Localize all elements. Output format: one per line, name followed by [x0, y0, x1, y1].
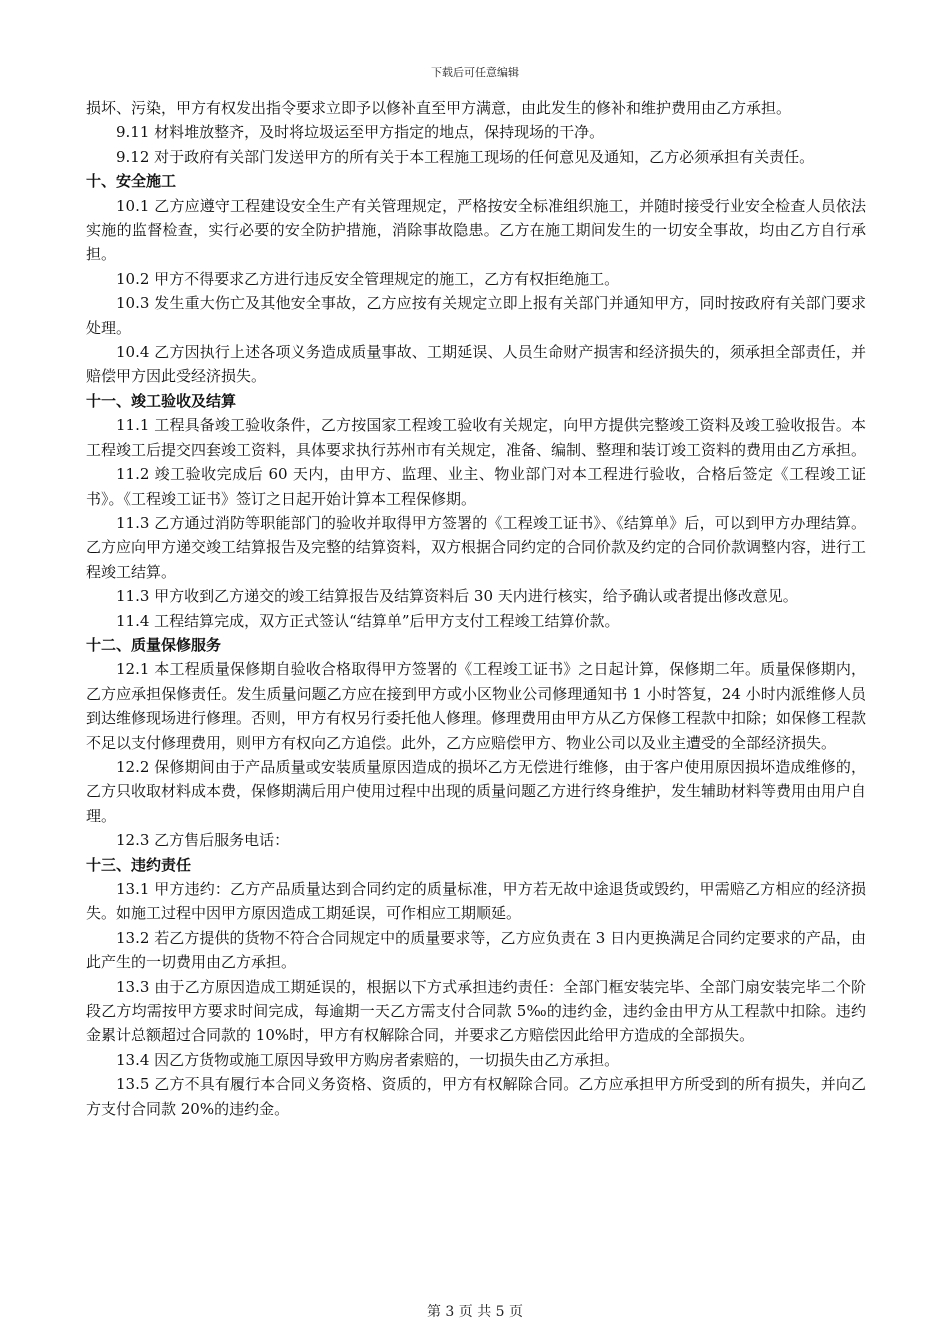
- section-heading-12: 十二、质量保修服务: [86, 635, 222, 654]
- paragraph-continuation: 损坏、污染，甲方有权发出指令要求立即予以修补直至甲方满意，由此发生的修补和维护费用由乙方承担。: [86, 99, 792, 117]
- clause-9-11: 9.11 材料堆放整齐，及时将垃圾运至甲方指定的地点，保持现场的干净。: [116, 123, 605, 142]
- section-heading-10: 十、安全施工: [86, 172, 177, 191]
- clause-10-1: 10.1 乙方应遵守工程建设安全生产有关管理规定，严格按安全标准组织施工，并随时接受行业安全检查人员依法实施的监督检查，实行必要的安全防护措施，消除事故隐患。乙方在施工期间发生的一切安全事故，均由乙方自行承担。: [86, 196, 866, 264]
- clause-11-3b: 11.3 甲方收到乙方递交的竣工结算报告及结算资料后 30 天内进行核实，给予确认或者提出修改意见。: [116, 587, 798, 606]
- clause-13-2: 13.2 若乙方提供的货物不符合合同规定中的质量要求等，乙方应负责在 3 日内更换满足合同约定要求的产品，由此产生的一切费用由乙方承担。: [86, 928, 866, 972]
- clause-11-3a: 11.3 乙方通过消防等职能部门的验收并取得甲方签署的《工程竣工证书》、《结算单》后，可以到甲方办理结算。乙方应向甲方递交竣工结算报告及完整的结算资料，双方根据合同约定的合同价款及约定的合同价款调整内容，进行工程竣工结算。: [86, 513, 867, 581]
- clause-11-2: 11.2 竣工验收完成后 60 天内，由甲方、监理、业主、物业部门对本工程进行验收，合格后签定《工程竣工证书》。《工程竣工证书》签订之日起开始计算本工程保修期。: [86, 465, 866, 508]
- clause-10-3: 10.3 发生重大伤亡及其他安全事故，乙方应按有关规定立即上报有关部门并通知甲方，同时按政府有关部门要求处理。: [86, 294, 866, 337]
- clause-12-1: 12.1 本工程质量保修期自验收合格取得甲方签署的《工程竣工证书》之日起计算，保修期二年。质量保修期内，乙方应承担保修责任。发生质量问题乙方应在接到甲方或小区物业公司修理通知书 1 小时答复，24 小时内派维修人员到达维修现场进行修理。否则，甲方有权另行委托他人修理。修理费用由甲方从乙方保修工程款中扣除；如保修工程款不足以支付修理费用，则甲方有权向乙方追偿。此外，乙方应赔偿甲方、物业公司以及业主遭受的全部经济损失。: [86, 660, 867, 752]
- clause-9-12: 9.12 对于政府有关部门发送甲方的所有关于本工程施工现场的任何意见及通知，乙方必须承担有关责任。: [116, 147, 815, 166]
- clause-13-3: 13.3 由于乙方原因造成工期延误的，根据以下方式承担违约责任：全部门框安装完毕、全部门扇安装完毕二个阶段乙方均需按甲方要求时间完成，每逾期一天乙方需支付合同款 5‰的违约金，违约金由甲方从工程款中扣除。违约金累计总额超过合同款的 10%时，甲方有权解除合同，并要求乙方赔偿因此给甲方造成的全部损失。: [86, 977, 866, 1045]
- clause-12-3: 12.3 乙方售后服务电话：: [116, 831, 290, 850]
- clause-10-4: 10.4 乙方因执行上述各项义务造成质量事故、工期延误、人员生命财产损害和经济损失的，须承担全部责任，并赔偿甲方因此受经济损失。: [86, 343, 866, 386]
- section-heading-13: 十三、违约责任: [86, 855, 192, 874]
- clause-10-2: 10.2 甲方不得要求乙方进行违反安全管理规定的施工，乙方有权拒绝施工。: [116, 269, 620, 288]
- page-header: 下载后可任意编辑: [431, 66, 519, 79]
- clause-11-1: 11.1 工程具备竣工验收条件，乙方按国家工程竣工验收有关规定，向甲方提供完整竣工资料及竣工验收报告。本工程竣工后提交四套竣工资料，具体要求执行苏州市有关规定，准备、编制、整理和装订竣工资料的费用由乙方承担。: [86, 416, 867, 459]
- clause-11-4: 11.4 工程结算完成，双方正式签认“结算单”后甲方支付工程竣工结算价款。: [116, 611, 620, 630]
- clause-13-4: 13.4 因乙方货物或施工原因导致甲方购房者索赔的，一切损失由乙方承担。: [116, 1050, 620, 1069]
- page-footer: 第 3 页 共 5 页: [426, 1304, 524, 1320]
- document-body: [86, 96, 866, 1121]
- section-heading-11: 十一、竣工验收及结算: [86, 391, 237, 410]
- clause-13-1: 13.1 甲方违约：乙方产品质量达到合同约定的质量标准，甲方若无故中途退货或毁约，甲需赔乙方相应的经济损失。如施工过程中因甲方原因造成工期延误，可作相应工期顺延。: [86, 880, 866, 923]
- clause-12-2: 12.2 保修期间由于产品质量或安装质量原因造成的损坏乙方无偿进行维修，由于客户使用原因损坏造成维修的，乙方只收取材料成本费，保修期满后用户使用过程中出现的质量问题乙方进行终身维护，发生辅助材料等费用由用户自理。: [86, 757, 867, 825]
- clause-13-5: 13.5 乙方不具有履行本合同义务资格、资质的，甲方有权解除合同。乙方应承担甲方所受到的所有损失，并向乙方支付合同款 20%的违约金。: [86, 1075, 866, 1118]
